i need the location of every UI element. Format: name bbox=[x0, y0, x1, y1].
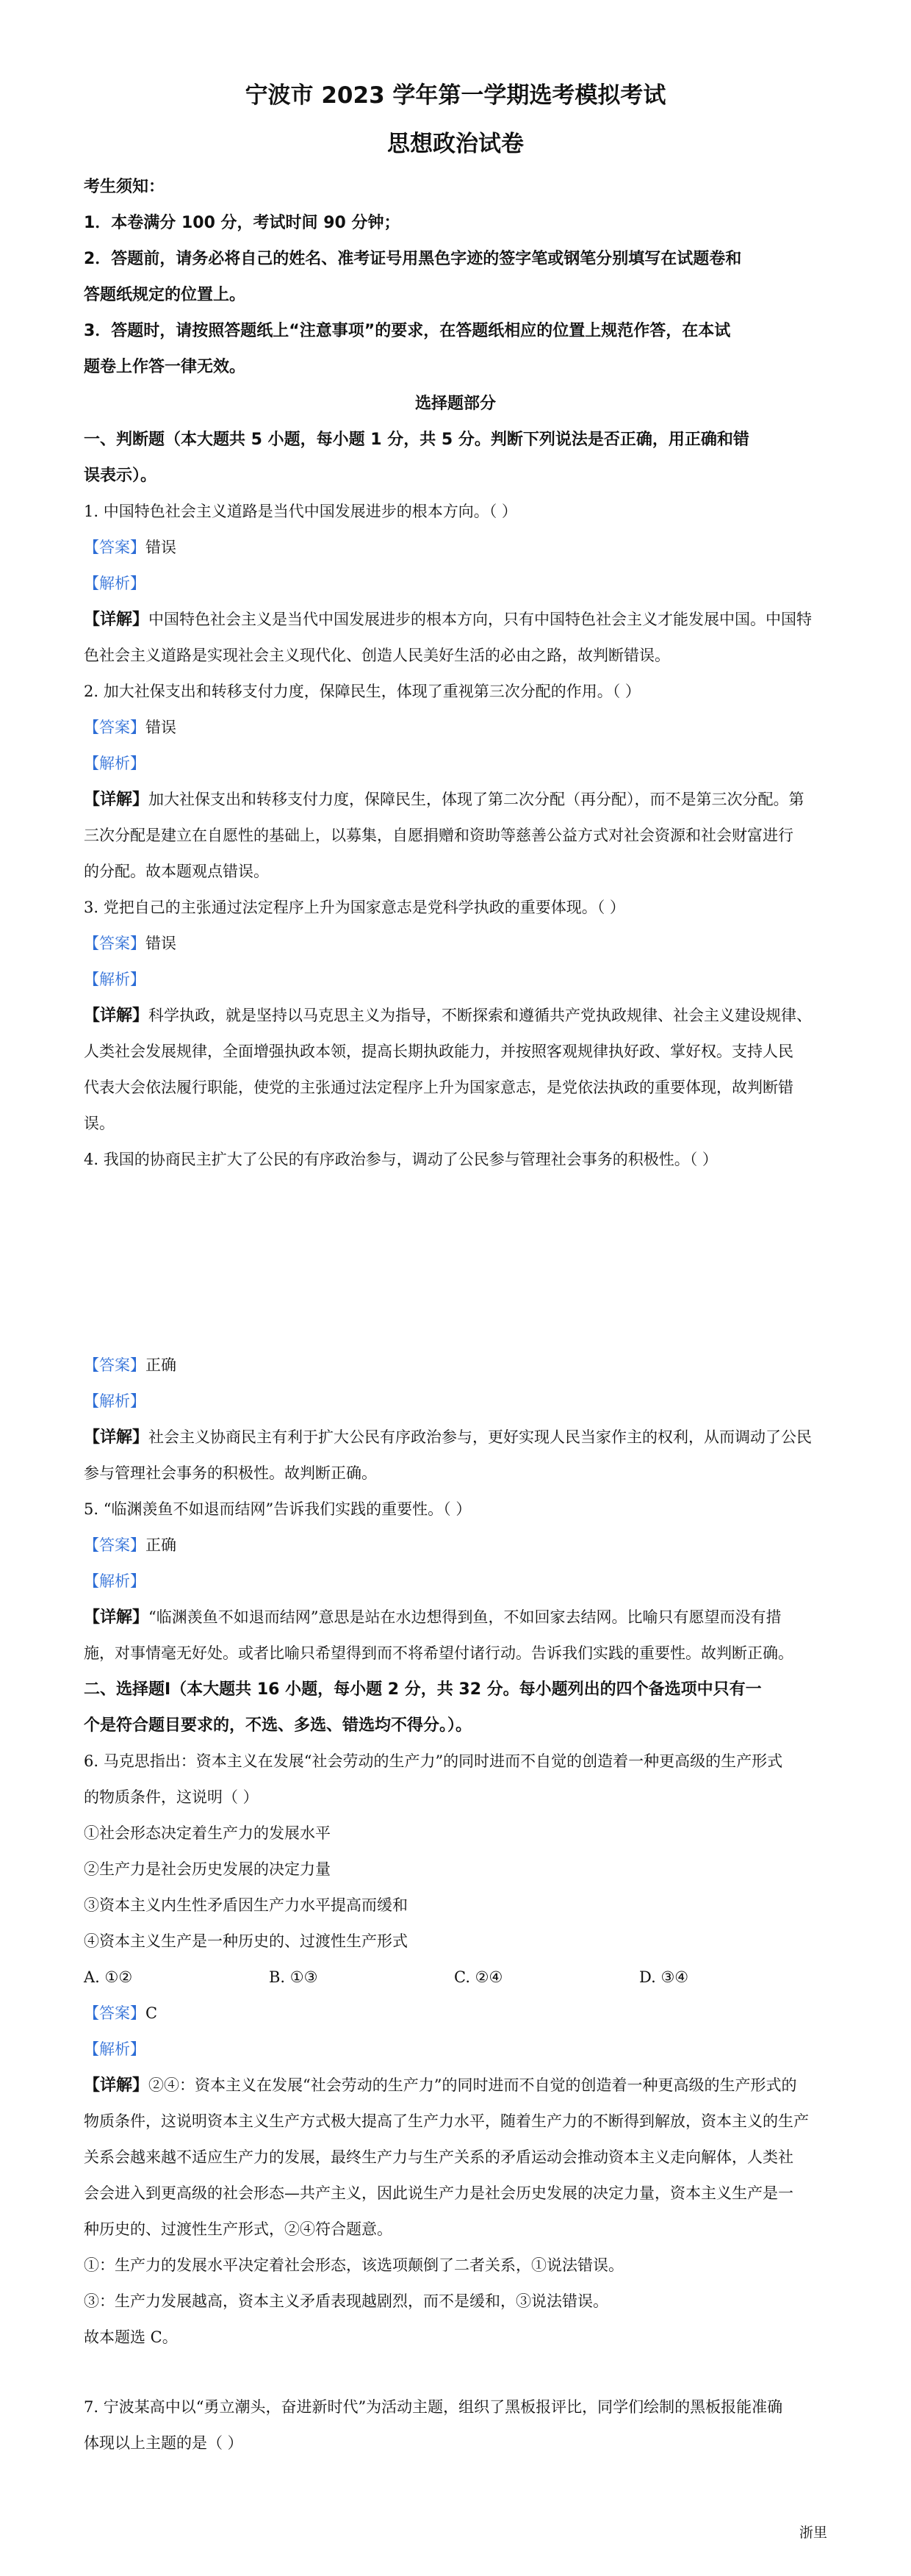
detail-line bbox=[84, 1420, 833, 1456]
part2-header: 二、选择题Ⅰ（本大题共 16 小题，每小题 2 分，共 32 分。每小题列出的四个备选项中只有一 bbox=[84, 1680, 762, 1699]
statement: ④资本主义生产是一种历史的、过渡性生产形式 bbox=[84, 1932, 408, 1950]
answer-value: C bbox=[145, 2004, 158, 2022]
answer-tag: 【答案】 bbox=[84, 719, 145, 736]
detail-tag: 【详解】 bbox=[84, 791, 149, 809]
question-stem: 体现以上主题的是（ ） bbox=[84, 2434, 243, 2452]
part1-header: 一、判断题（本大题共 5 小题，每小题 1 分，共 5 分。判断下列说法是否正确，用正确和错 bbox=[84, 431, 749, 449]
analysis-tag: 【解析】 bbox=[84, 575, 145, 592]
answer-value: 正确 bbox=[145, 1536, 176, 1554]
detail-line: 参与管理社会事务的积极性。故判断正确。 bbox=[84, 1464, 377, 1482]
detail-line: 关系会越来越不适应生产力的发展，最终生产力与生产关系的矛盾运动会推动资本主义走向解体，人类社 bbox=[84, 2148, 793, 2166]
detail-tag: 【详解】 bbox=[84, 1428, 149, 1447]
detail-line bbox=[84, 782, 833, 818]
detail-tag: 【详解】 bbox=[84, 611, 149, 629]
analysis-tag: 【解析】 bbox=[84, 755, 145, 772]
footer-text: 浙里 bbox=[799, 2525, 827, 2541]
answer-tag: 【答案】 bbox=[84, 2004, 145, 2022]
detail-line: ①：生产力的发展水平决定着社会形态，该选项颠倒了二者关系，①说法错误。 bbox=[84, 2256, 624, 2274]
detail-line bbox=[84, 2068, 833, 2104]
part2-header: 个是符合题目要求的，不选、多选、错选均不得分。）。 bbox=[84, 1716, 472, 1735]
answer-tag: 【答案】 bbox=[84, 539, 145, 556]
option-c: C. ②④ bbox=[454, 1968, 503, 1986]
option-b: B. ①③ bbox=[269, 1968, 318, 1986]
answer-value: 正确 bbox=[145, 1356, 176, 1374]
detail-text: 科学执政，就是坚持以马克思主义为指导，不断探索和遵循共产党执政规律、社会主义建设规律、 bbox=[148, 1007, 813, 1024]
detail-line: 会会进入到更高级的社会形态—共产主义，因此说生产力是社会历史发展的决定力量，资本主义生产是一 bbox=[84, 2184, 793, 2202]
question-stem: 1. 中国特色社会主义道路是当代中国发展进步的根本方向。（ ） bbox=[84, 503, 517, 520]
detail-tag: 【详解】 bbox=[84, 1608, 149, 1627]
answer-line bbox=[84, 1996, 833, 2032]
answer-line bbox=[84, 1348, 833, 1384]
page-title: 宁波市 2023 学年第一学期选考模拟考试 bbox=[245, 82, 666, 109]
detail-line bbox=[84, 602, 833, 638]
question-stem: 4. 我国的协商民主扩大了公民的有序政治参与，调动了公民参与管理社会事务的积极性。（ ） bbox=[84, 1151, 718, 1168]
section-title: 选择题部分 bbox=[414, 395, 496, 413]
detail-line bbox=[84, 1600, 833, 1636]
statement: ③资本主义内生性矛盾因生产力水平提高而缓和 bbox=[84, 1896, 408, 1914]
option-a: A. ①② bbox=[84, 1968, 133, 1986]
question-stem: 的物质条件，这说明（ ） bbox=[84, 1788, 259, 1806]
notice-heading: 考生须知： bbox=[84, 178, 165, 196]
detail-text: “临渊羡鱼不如退而结网”意思是站在水边想得到鱼，不如回家去结网。比喻只有愿望而没有措 bbox=[148, 1608, 782, 1626]
detail-line: 误。 bbox=[84, 1115, 115, 1132]
answer-tag: 【答案】 bbox=[84, 1536, 145, 1554]
detail-line: 物质条件，这说明资本主义生产方式极大提高了生产力水平，随着生产力的不断得到解放，资本主义的生产 bbox=[84, 2112, 809, 2130]
notice-line: 3．答题时，请按照答题纸上“注意事项”的要求，在答题纸相应的位置上规范作答，在本试 bbox=[84, 322, 731, 340]
notice-line: 2．答题前，请务必将自己的姓名、准考证号用黑色字迹的签字笔或钢笔分别填写在试题卷和 bbox=[84, 250, 742, 268]
question-stem: 7. 宁波某高中以“勇立潮头，奋进新时代”为活动主题，组织了黑板报评比，同学们绘制的黑板报能准确 bbox=[84, 2398, 783, 2416]
statement: ①社会形态决定着生产力的发展水平 bbox=[84, 1824, 331, 1842]
answer-line bbox=[84, 1528, 833, 1564]
detail-line bbox=[84, 998, 833, 1034]
question-stem: 6. 马克思指出：资本主义在发展“社会劳动的生产力”的同时进而不自觉的创造着一种更高级的生产形式 bbox=[84, 1752, 783, 1770]
notice-line: 1．本卷满分 100 分，考试时间 90 分钟； bbox=[84, 214, 400, 232]
detail-line: 故本题选 C。 bbox=[84, 2328, 178, 2346]
detail-line: 人类社会发展规律，全面增强执政本领，提高长期执政能力，并按照客观规律执好政、掌好权。支持人民 bbox=[84, 1043, 793, 1060]
detail-line: 种历史的、过渡性生产形式，②④符合题意。 bbox=[84, 2220, 392, 2238]
answer-line bbox=[84, 926, 833, 962]
answer-value: 错误 bbox=[145, 935, 176, 952]
answer-tag: 【答案】 bbox=[84, 935, 145, 952]
page-subtitle: 思想政治试卷 bbox=[387, 131, 524, 157]
detail-text: 社会主义协商民主有利于扩大公民有序政治参与，更好实现人民当家作主的权利，从而调动了公民 bbox=[148, 1428, 813, 1446]
answer-line bbox=[84, 710, 833, 746]
detail-line: ③：生产力发展越高，资本主义矛盾表现越剧烈，而不是缓和，③说法错误。 bbox=[84, 2292, 608, 2310]
question-stem: 5. “临渊羡鱼不如退而结网”告诉我们实践的重要性。（ ） bbox=[84, 1500, 472, 1518]
detail-text: 中国特色社会主义是当代中国发展进步的根本方向，只有中国特色社会主义才能发展中国。中国特 bbox=[148, 611, 813, 628]
detail-text: 加大社保支出和转移支付力度，保障民生，体现了第二次分配（再分配），而不是第三次分配。第 bbox=[148, 791, 804, 808]
option-d: D. ③④ bbox=[639, 1968, 689, 1986]
question-stem: 2. 加大社保支出和转移支付力度，保障民生，体现了重视第三次分配的作用。（ ） bbox=[84, 683, 641, 700]
notice-line: 答题纸规定的位置上。 bbox=[84, 286, 246, 304]
detail-tag: 【详解】 bbox=[84, 1007, 149, 1025]
question-stem: 3. 党把自己的主张通过法定程序上升为国家意志是党科学执政的重要体现。（ ） bbox=[84, 899, 625, 916]
part1-header: 误表示）。 bbox=[84, 467, 157, 485]
detail-text: ②④：资本主义在发展“社会劳动的生产力”的同时进而不自觉的创造着一种更高级的生产形式的 bbox=[148, 2076, 797, 2094]
notice-line: 题卷上作答一律无效。 bbox=[84, 358, 246, 376]
answer-line bbox=[84, 530, 833, 566]
answer-tag: 【答案】 bbox=[84, 1356, 145, 1374]
answer-value: 错误 bbox=[145, 539, 176, 556]
detail-line: 色社会主义道路是实现社会主义现代化、创造人民美好生活的必由之路，故判断错误。 bbox=[84, 647, 670, 664]
analysis-tag: 【解析】 bbox=[84, 2040, 145, 2058]
analysis-tag: 【解析】 bbox=[84, 1392, 145, 1410]
detail-line: 施，对事情毫无好处。或者比喻只希望得到而不将希望付诸行动。告诉我们实践的重要性。故判断正确。 bbox=[84, 1644, 793, 1662]
answer-value: 错误 bbox=[145, 719, 176, 736]
statement: ②生产力是社会历史发展的决定力量 bbox=[84, 1860, 331, 1878]
detail-line: 三次分配是建立在自愿性的基础上，以募集，自愿捐赠和资助等慈善公益方式对社会资源和社会财富进行 bbox=[84, 827, 793, 844]
detail-line: 代表大会依法履行职能，使党的主张通过法定程序上升为国家意志，是党依法执政的重要体现，故判断错 bbox=[84, 1079, 793, 1096]
detail-tag: 【详解】 bbox=[84, 2076, 149, 2095]
analysis-tag: 【解析】 bbox=[84, 1572, 145, 1590]
analysis-tag: 【解析】 bbox=[84, 971, 145, 988]
detail-line: 的分配。故本题观点错误。 bbox=[84, 863, 269, 880]
